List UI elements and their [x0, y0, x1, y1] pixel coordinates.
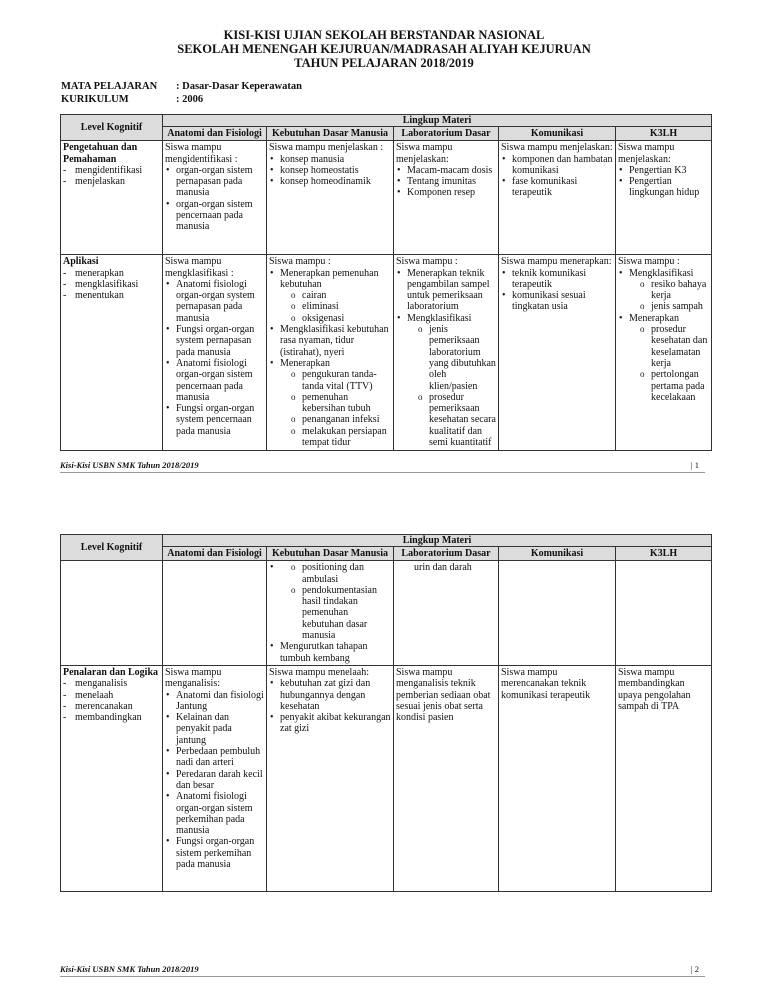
level-item: - menjelaskan	[75, 176, 160, 187]
komunikasi-cell	[499, 255, 616, 451]
bullet-item: • Komponen resep	[407, 187, 496, 198]
bullet-item: • komunikasi sesuai tingkatan usia	[512, 290, 613, 313]
page-number: | 1	[690, 460, 699, 470]
sub-item: o prosedur kesehatan dan keselamatan kerja	[651, 324, 709, 369]
kdm-cell	[267, 665, 394, 891]
level-item: - membandingkan	[75, 712, 160, 723]
bullet-item: • konsep homeostatis	[280, 165, 391, 176]
cell-intro: Siswa mampu :	[269, 256, 331, 268]
bullet-item: • teknik komunikasi terapeutik	[512, 268, 613, 291]
sub-item: o cairan	[302, 290, 391, 301]
sub-item: o eliminasi	[302, 301, 391, 312]
header-komunikasi: Komunikasi	[499, 547, 616, 561]
sub-item: o penanganan infeksi	[302, 414, 391, 425]
row-aplikasi	[61, 255, 712, 451]
cell-intro: Siswa mampu mengidentifikasi :	[165, 142, 238, 165]
cell-intro: Siswa mampu menjelaskan :	[269, 142, 384, 154]
komunikasi-cell	[499, 141, 616, 255]
kdm-cell	[267, 255, 394, 451]
bullet-item: • Anatomi dan fisiologi Jantung	[176, 690, 264, 713]
sub-item: o melakukan persiapan tempat tidur	[302, 426, 391, 449]
title-line-1: KISI-KISI UJIAN SEKOLAH BERSTANDAR NASIONAL	[223, 28, 545, 42]
komunikasi-cell	[499, 665, 616, 891]
kurikulum-value: : 2006	[176, 94, 204, 105]
bullet-item: • Anatomi fisiologi organ-organ sistem perkemihan pada manusia	[176, 791, 264, 836]
lab-cell	[394, 255, 499, 451]
cell-text: Siswa mampu menganalisis teknik pemberian sediaan obat sesuai jenis obat serta kondisi pasien	[396, 666, 491, 724]
sub-item: o pemenuhan kebersihan tubuh	[302, 392, 391, 415]
mapel-value: : Dasar-Dasar Keperawatan	[176, 81, 302, 92]
bullet-item	[629, 313, 709, 403]
sub-item: o pengukuran tanda-tanda vital (TTV)	[302, 369, 391, 392]
lab-cell	[394, 141, 499, 255]
page-footer	[60, 460, 705, 473]
cell-intro: Siswa mampu menerapkan:	[501, 256, 612, 268]
bullet-item: • Menerapkan teknik pengambilan sampel untuk pemeriksaan laboratorium	[407, 268, 496, 313]
cell-intro: Siswa mampu menelaah:	[269, 666, 369, 678]
bullet-item: • Fungsi organ-organ system pencernaan pada manusia	[176, 403, 264, 437]
level-cell	[61, 665, 163, 891]
level-item: - mengidentifikasi	[75, 165, 160, 176]
cell-intro: Siswa mampu menjelaskan:	[501, 142, 613, 154]
bullet-text: Menerapkan	[280, 357, 330, 369]
anatomi-cell	[163, 561, 267, 666]
document-meta	[61, 80, 302, 106]
bullet-item: • Pengertian lingkungan hidup	[629, 176, 709, 199]
header-lab: Laboratorium Dasar	[394, 127, 499, 141]
sub-item: o oksigenasi	[302, 313, 391, 324]
header-lingkup-materi: Lingkup Materi	[163, 535, 712, 547]
level-item: - menganalisis	[75, 678, 160, 689]
cell-intro: Siswa mampu :	[618, 256, 680, 268]
bullet-item: • Fungsi organ-organ system pernapasan pada manusia	[176, 324, 264, 358]
komunikasi-cell	[499, 561, 616, 666]
row-continuation	[61, 561, 712, 666]
title-line-3: TAHUN PELAJARAN 2018/2019	[294, 56, 474, 70]
bullet-text: Menerapkan pemenuhan kebutuhan	[280, 267, 379, 290]
header-lingkup-materi: Lingkup Materi	[163, 115, 712, 127]
sub-item: o jenis pemeriksaan laboratorium yang dibutuhkan oleh klien/pasien	[429, 324, 496, 392]
level-item: - mengklasifikasi	[75, 279, 160, 290]
sub-item: o • positioning dan ambulasi	[302, 562, 391, 585]
level-item: - menerapkan	[75, 268, 160, 279]
bullet-item: • Kelainan dan penyakit pada jantung	[176, 712, 264, 746]
bullet-item	[280, 268, 391, 324]
cell-text: Siswa mampu membandingkan upaya pengolahan sampah di TPA	[618, 666, 691, 712]
kdm-cell	[267, 561, 394, 666]
sub-item: o pertolongan pertama pada kecelakaan	[651, 369, 709, 403]
page-footer	[60, 964, 705, 977]
bullet-item: • penyakit akibat kekurangan zat gizi	[280, 712, 391, 735]
anatomi-cell	[163, 141, 267, 255]
footer-text: Kisi-Kisi USBN SMK Tahun 2018/2019	[60, 964, 199, 974]
bullet-item: • komponen dan hambatan komunikasi	[512, 154, 613, 177]
bullet-item: • fase komunikasi terapeutik	[512, 176, 613, 199]
level-item: - menelaah	[75, 690, 160, 701]
bullet-text: Mengklasifikasi	[629, 267, 694, 279]
kurikulum-label: KURIKULUM	[61, 94, 129, 105]
bullet-item: • Peredaran darah kecil dan besar	[176, 769, 264, 792]
bullet-item: • organ-organ sistem pernapasan pada manusia	[176, 165, 264, 199]
bullet-item: • Tentang imunitas	[407, 176, 496, 187]
bullet-item: • Mengklasifikasi kebutuhan rasa nyaman, tidur (istirahat), nyeri	[280, 324, 391, 358]
header-kdm: Kebutuhan Dasar Manusia	[267, 547, 394, 561]
header-k3lh: K3LH	[616, 127, 712, 141]
cell-intro: Siswa mampu menganalisis:	[165, 666, 222, 690]
bullet-item: • Anatomi fisiologi organ-organ system pernapasan pada manusia	[176, 279, 264, 324]
cell-intro: Siswa mampu menjelaskan:	[396, 142, 453, 165]
bullet-item: • Pengertian K3	[629, 165, 709, 176]
header-komunikasi: Komunikasi	[499, 127, 616, 141]
bullet-item	[280, 562, 391, 641]
bullet-text: Mengklasifikasi	[407, 312, 472, 324]
header-anatomi: Anatomi dan Fisiologi	[163, 547, 267, 561]
page-number: | 2	[690, 964, 699, 974]
cell-intro: Siswa mampu menjelaskan:	[618, 142, 675, 165]
level-cell	[61, 141, 163, 255]
sub-item: o resiko bahaya kerja	[651, 279, 709, 302]
cell-intro: Siswa mampu :	[396, 256, 458, 268]
cell-text: Siswa mampu merencanakan teknik komunikasi terapeutik	[501, 666, 591, 701]
k3lh-cell	[616, 255, 712, 451]
bullet-item: • Mengurutkan tahapan tumbuh kembang	[280, 641, 391, 664]
bullet-item: • Anatomi fisiologi organ-organ sistem pencernaan pada manusia	[176, 358, 264, 403]
header-anatomi: Anatomi dan Fisiologi	[163, 127, 267, 141]
level-cell	[61, 255, 163, 451]
bullet-item	[280, 358, 391, 448]
level-item: - merencanakan	[75, 701, 160, 712]
k3lh-cell	[616, 665, 712, 891]
lab-cell	[394, 665, 499, 891]
title-line-2: SEKOLAH MENENGAH KEJURUAN/MADRASAH ALIYAH KEJURUAN	[177, 42, 591, 56]
bullet-item: • Perbedaan pembuluh nadi dan arteri	[176, 746, 264, 769]
header-lab: Laboratorium Dasar	[394, 547, 499, 561]
k3lh-cell	[616, 141, 712, 255]
row-pengetahuan	[61, 141, 712, 255]
page-2	[0, 490, 768, 1006]
bullet-item: • Fungsi organ-organ sistem perkemihan pada manusia	[176, 836, 264, 870]
bullet-item: • konsep homeodinamik	[280, 176, 391, 187]
level-title: Penalaran dan Logika	[63, 666, 159, 678]
lab-cell	[394, 561, 499, 666]
bullet-item: • konsep manusia	[280, 154, 391, 165]
anatomi-cell	[163, 665, 267, 891]
bullet-item: • Macam-macam dosis	[407, 165, 496, 176]
level-item: - menentukan	[75, 290, 160, 301]
bullet-item	[629, 268, 709, 313]
sub-item: o jenis sampah	[651, 301, 709, 312]
cell-intro: Siswa mampu mengklasifikasi :	[165, 256, 234, 279]
header-level-kognitif: Level Kognitif	[61, 535, 163, 561]
k3lh-cell	[616, 561, 712, 666]
level-cell	[61, 561, 163, 666]
sub-item: o pendokumentasian hasil tindakan pemenuhan kebutuhan dasar manusia	[302, 585, 391, 641]
cell-text: urin dan darah	[414, 562, 472, 574]
header-kdm: Kebutuhan Dasar Manusia	[267, 127, 394, 141]
kisi-table-page-1	[60, 114, 712, 451]
kdm-cell	[267, 141, 394, 255]
row-penalaran	[61, 665, 712, 891]
anatomi-cell	[163, 255, 267, 451]
page-1	[0, 0, 768, 490]
bullet-item: • kebutuhan zat gizi dan hubungannya dengan kesehatan	[280, 678, 391, 712]
mapel-label: MATA PELAJARAN	[61, 81, 158, 92]
bullet-item: • organ-organ sistem pencernaan pada manusia	[176, 199, 264, 233]
bullet-item	[407, 313, 496, 449]
level-title: Pengetahuan dan Pemahaman	[63, 142, 138, 165]
kisi-table-page-2	[60, 534, 712, 892]
sub-item: o prosedur pemeriksaan kesehatan secara kualitatif dan semi kuantitatif	[429, 392, 496, 448]
header-k3lh: K3LH	[616, 547, 712, 561]
header-level-kognitif: Level Kognitif	[61, 115, 163, 141]
document-title	[0, 28, 768, 70]
level-title: Aplikasi	[63, 256, 99, 268]
footer-text: Kisi-Kisi USBN SMK Tahun 2018/2019	[60, 460, 199, 470]
bullet-text: Menerapkan	[629, 312, 679, 324]
